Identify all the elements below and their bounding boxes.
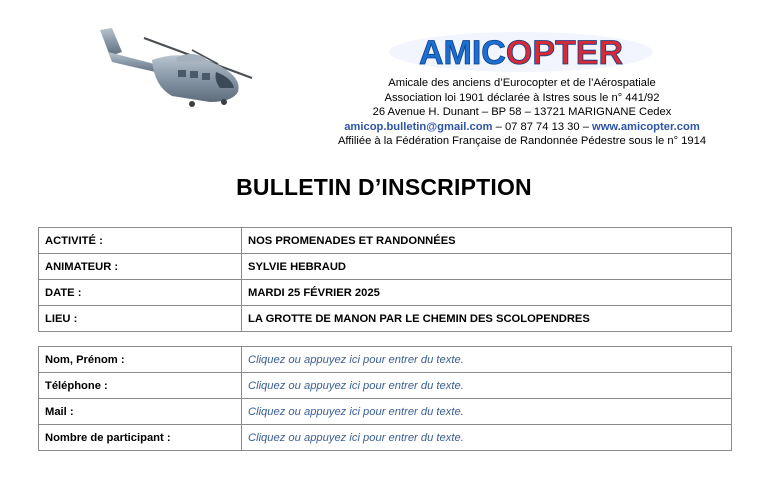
association-info xyxy=(300,76,744,149)
table-row xyxy=(39,228,732,254)
table-row xyxy=(39,399,732,425)
activity-table xyxy=(38,227,732,332)
table-row xyxy=(39,254,732,280)
phone-label: Téléphone : xyxy=(39,373,242,399)
location-label: LIEU : xyxy=(39,306,242,332)
contact-line xyxy=(300,120,744,135)
affiliation-line: Affiliée à la Fédération Française de Randonnée Pédestre sous le n° 1914 xyxy=(337,135,707,148)
mail-label: Mail : xyxy=(39,399,242,425)
amicopter-logo xyxy=(388,30,654,74)
association-line-1: Amicale des anciens d’Eurocopter et de l’Aérospatiale xyxy=(388,77,656,89)
association-line-2: Association loi 1901 déclarée à Istres sous le n° 441/92 xyxy=(384,91,660,104)
participants-field[interactable]: Cliquez ou appuyez ici pour entrer du texte. xyxy=(242,425,732,451)
registration-form xyxy=(38,346,732,451)
activity-value: NOS PROMENADES ET RANDONNÉES xyxy=(242,228,732,254)
phone-text: – 07 87 74 13 30 – xyxy=(492,120,593,133)
helicopter-image xyxy=(92,22,262,114)
name-field[interactable]: Cliquez ou appuyez ici pour entrer du texte. xyxy=(242,347,732,373)
page-title: BULLETIN D’INSCRIPTION xyxy=(236,174,532,200)
phone-field[interactable]: Cliquez ou appuyez ici pour entrer du texte. xyxy=(242,373,732,399)
table-row xyxy=(39,425,732,451)
table-row xyxy=(39,373,732,399)
animator-value: SYLVIE HEBRAUD xyxy=(242,254,732,280)
participants-label: Nombre de participant : xyxy=(39,425,242,451)
svg-text:AMICOPTER: AMICOPTER xyxy=(418,34,624,72)
website-link[interactable]: www.amicopter.com xyxy=(592,120,700,133)
mail-field[interactable]: Cliquez ou appuyez ici pour entrer du texte. xyxy=(242,399,732,425)
date-value: MARDI 25 FÉVRIER 2025 xyxy=(242,280,732,306)
table-row xyxy=(39,306,732,332)
table-row xyxy=(39,280,732,306)
date-label: DATE : xyxy=(39,280,242,306)
animator-label: ANIMATEUR : xyxy=(39,254,242,280)
activity-label: ACTIVITÉ : xyxy=(39,228,242,254)
email-link[interactable]: amicop.bulletin@gmail.com xyxy=(344,120,493,133)
table-row xyxy=(39,347,732,373)
location-value: LA GROTTE DE MANON PAR LE CHEMIN DES SCOLOPENDRES xyxy=(242,306,732,332)
address-line: 26 Avenue H. Dunant – BP 58 – 13721 MARIGNANE Cedex xyxy=(372,106,672,119)
name-label: Nom, Prénom : xyxy=(39,347,242,373)
